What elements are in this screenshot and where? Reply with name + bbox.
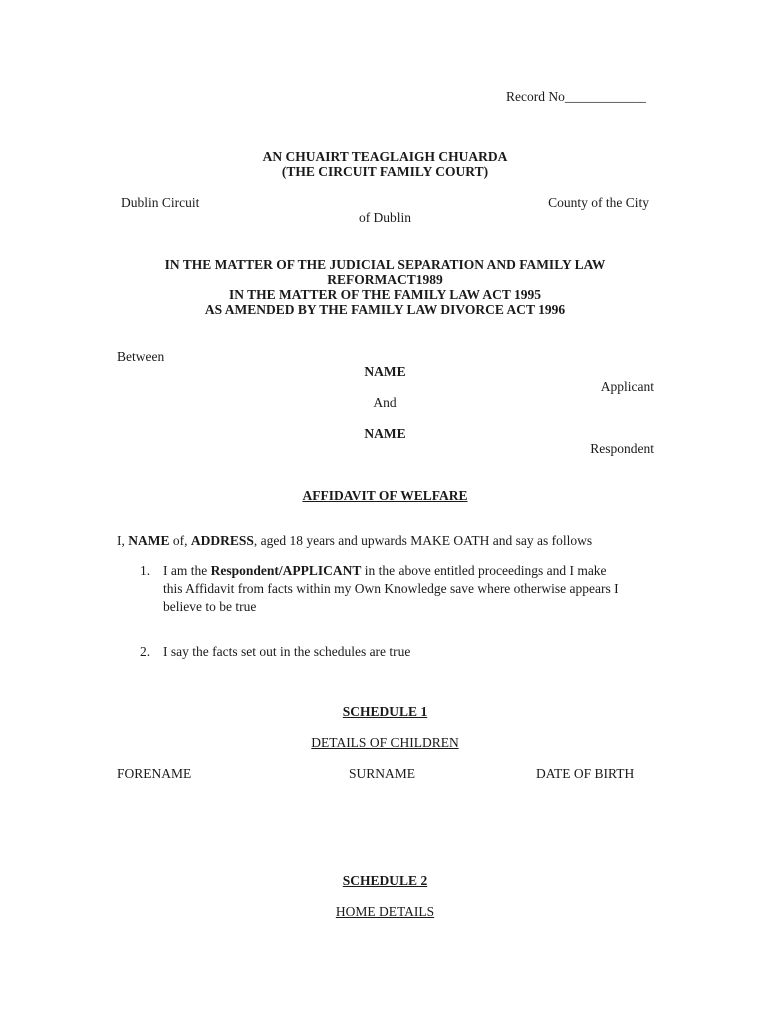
intro-address: ADDRESS: [190, 533, 254, 548]
respondent-name: NAME: [364, 426, 406, 441]
item-1-pre: I am the: [163, 563, 211, 578]
matter-line-4: AS AMENDED BY THE FAMILY LAW DIVORCE ACT 1996: [204, 302, 566, 317]
court-name-english: (THE CIRCUIT FAMILY COURT): [281, 164, 489, 179]
intro-name: NAME: [128, 533, 170, 548]
column-surname: SURNAME: [349, 766, 416, 781]
schedule-2-title: SCHEDULE 2: [342, 873, 428, 888]
intro-rest: , aged 18 years and upwards MAKE OATH and say as follows: [253, 533, 593, 548]
schedule-1-subtitle: DETAILS OF CHILDREN: [311, 735, 459, 750]
item-1-number: 1.: [140, 563, 151, 578]
column-forename: FORENAME: [117, 766, 192, 781]
record-number-label: Record No: [506, 89, 565, 104]
applicant-name: NAME: [364, 364, 406, 379]
item-1-role: Respondent/APPLICANT: [210, 563, 362, 578]
intro-i: I,: [117, 533, 125, 548]
record-number-line: [506, 89, 646, 104]
matter-line-1: IN THE MATTER OF THE JUDICIAL SEPARATION AND FAMILY LAW: [164, 257, 606, 272]
item-1-line1-rest: in the above entitled proceedings and I make: [361, 563, 607, 578]
applicant-label: Applicant: [600, 379, 654, 394]
and-label: And: [373, 395, 397, 410]
schedule-2-subtitle: HOME DETAILS: [335, 904, 435, 919]
court-name-irish: AN CHUAIRT TEAGLAIGH CHUARDA: [262, 149, 508, 164]
intro-of: of,: [172, 533, 188, 548]
matter-line-2: REFORMACT1989: [327, 272, 443, 287]
item-1-text: [163, 562, 663, 616]
circuit-center: of Dublin: [358, 210, 412, 225]
affidavit-intro: [117, 533, 592, 548]
item-1-line2: this Affidavit from facts within my Own Knowledge save where otherwise appears I: [163, 581, 619, 596]
item-2-number: 2.: [140, 644, 151, 659]
record-number-blank: ____________: [564, 89, 646, 104]
schedule-1-title: SCHEDULE 1: [342, 704, 428, 719]
respondent-label: Respondent: [590, 441, 654, 456]
circuit-left: Dublin Circuit: [121, 195, 200, 210]
between-label: Between: [117, 349, 165, 364]
item-1-line3: believe to be true: [163, 599, 257, 614]
column-date-of-birth: DATE OF BIRTH: [536, 766, 635, 781]
item-2-text: I say the facts set out in the schedules are true: [163, 644, 411, 659]
matter-line-3: IN THE MATTER OF THE FAMILY LAW ACT 1995: [228, 287, 542, 302]
affidavit-title: AFFIDAVIT OF WELFARE: [302, 488, 468, 503]
circuit-right: County of the City: [548, 195, 649, 210]
